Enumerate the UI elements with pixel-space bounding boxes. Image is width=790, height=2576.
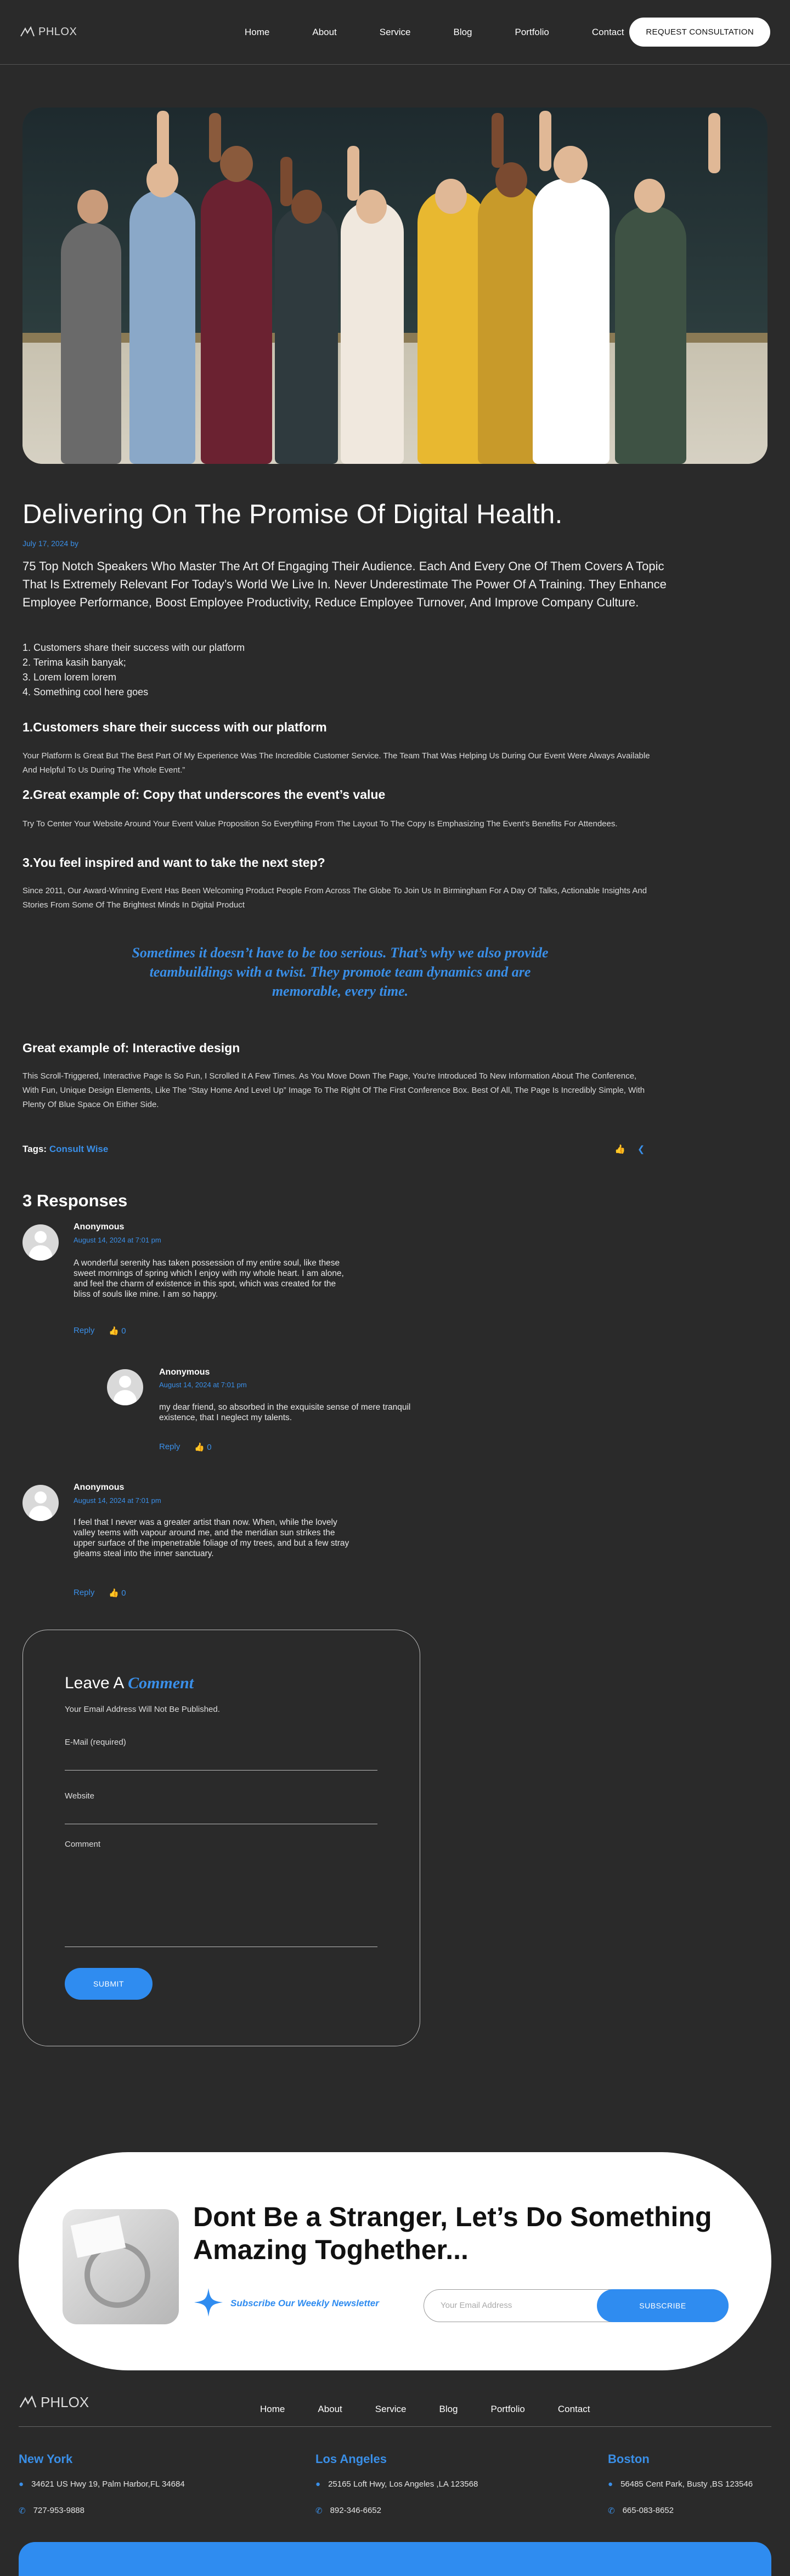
email-label: E-Mail (required)	[65, 1738, 126, 1747]
section-text: This Scroll-Triggered, Interactive Page Is So Fun, I Scrolled It A Few Times. As You Move Down The Page, You’re Introduced To New Information About The Conference, With Fun, Unique Design Elements, Like The “Stay Home And Level Up” Image To The Right Of The First Conference Box. Best Of All, The Page Is Incredibly Simple, With Plenty Of Blue Space On Either Side.	[22, 1071, 645, 1109]
nav-portfolio[interactable]: Portfolio	[515, 26, 549, 37]
comment-date[interactable]: August 14, 2024 at 7:01 pm	[74, 1236, 161, 1244]
footer-bar	[19, 2542, 771, 2576]
responses-heading: 3 Responses	[22, 1191, 128, 1210]
form-subtitle: Your Email Address Will Not Be Published.	[65, 1705, 220, 1714]
location-icon: ●	[608, 2479, 613, 2489]
comment-actions	[74, 1326, 126, 1336]
avatar	[107, 1369, 143, 1405]
footer-nav-home[interactable]: Home	[260, 2404, 285, 2414]
phone-icon: ✆	[315, 2506, 323, 2516]
form-title-text: Leave A	[65, 1674, 123, 1692]
office-city: New York	[19, 2452, 73, 2466]
nav-about[interactable]: About	[312, 26, 337, 37]
address-text: 25165 Loft Hwy, Los Angeles ,LA 123568	[328, 2479, 478, 2489]
share-icon[interactable]: ❮	[637, 1145, 645, 1154]
website-label: Website	[65, 1791, 94, 1801]
phone-icon: ✆	[608, 2506, 615, 2516]
like-count: 0	[121, 1326, 126, 1336]
submit-button[interactable]: SUBMIT	[65, 1968, 153, 2000]
phone-icon: ✆	[19, 2506, 26, 2516]
phone-text: 665-083-8652	[622, 2506, 674, 2515]
list-item: 4. Something cool here goes	[22, 686, 149, 697]
office-phone[interactable]	[19, 2506, 84, 2516]
article-by: by	[70, 539, 78, 548]
comment-like[interactable]	[194, 1442, 211, 1452]
like-count: 0	[121, 1588, 126, 1598]
avatar	[22, 1485, 59, 1521]
footer-logo[interactable]	[19, 2394, 89, 2411]
comment-label: Comment	[65, 1840, 101, 1849]
comment-author: Anonymous	[74, 1483, 125, 1492]
address-text: 56485 Cent Park, Busty ,BS 123546	[620, 2479, 753, 2489]
nav-blog[interactable]: Blog	[453, 26, 472, 37]
section-heading: Great example of: Interactive design	[22, 1041, 240, 1055]
office-address	[19, 2479, 185, 2489]
comment-actions	[74, 1588, 126, 1598]
article-date[interactable]: July 17, 2024	[22, 539, 69, 548]
like-icon: 👍	[194, 1443, 205, 1452]
comment-author: Anonymous	[159, 1368, 210, 1377]
logo-icon	[20, 26, 35, 38]
footer-nav-service[interactable]: Service	[375, 2404, 407, 2414]
reply-button[interactable]: Reply	[74, 1326, 95, 1335]
form-title	[65, 1674, 194, 1693]
comment-author: Anonymous	[74, 1222, 125, 1232]
subscribe-button[interactable]: SUBSCRIBE	[597, 2289, 729, 2322]
tag-link[interactable]: Consult Wise	[49, 1144, 109, 1154]
office-city: Los Angeles	[315, 2452, 387, 2466]
comment-like[interactable]	[109, 1588, 126, 1598]
phone-text: 727-953-9888	[33, 2506, 84, 2515]
article-title: Delivering On The Promise Of Digital Health.	[22, 500, 563, 529]
article-lead: 75 Top Notch Speakers Who Master The Art Of Engaging Their Audience. Each And Every One Of Them Covers A Topic That Is Extremely Relevant For Today’s World We Live In. Never Underestimate The Power Of A Training. They Enhance Employee Performance, Boost Employee Productivity, Reduce Employee Turnover, And Improve Company Culture.	[22, 559, 667, 609]
newsletter-title: Dont Be a Stranger, Let’s Do Something Amazing Toghether...	[193, 2201, 712, 2265]
list-item: 1. Customers share their success with our platform	[22, 642, 245, 653]
comment-date[interactable]: August 14, 2024 at 7:01 pm	[159, 1381, 247, 1389]
nav-service[interactable]: Service	[379, 26, 411, 37]
like-icon: 👍	[109, 1326, 120, 1336]
footer-nav-portfolio[interactable]: Portfolio	[490, 2404, 525, 2414]
footer-nav-blog[interactable]: Blog	[439, 2404, 458, 2414]
phone-text: 892-346-6652	[330, 2506, 381, 2515]
section-text: Since 2011, Our Award-Winning Event Has Been Welcoming Product People From Across The Globe To Join Us In Birmingham For A Day Of Talks, Actionable Insights And Stories From Some Of The Brightest Minds In Digital Product	[22, 886, 647, 910]
logo-text: PHLOX	[41, 2394, 89, 2410]
website-field[interactable]	[65, 1791, 377, 1824]
office-address	[608, 2479, 753, 2489]
newsletter-form	[424, 2289, 729, 2322]
office-phone[interactable]	[608, 2506, 674, 2516]
newsletter-image	[63, 2209, 179, 2324]
address-text: 34621 US Hwy 19, Palm Harbor,FL 34684	[31, 2479, 185, 2489]
comment-text: I feel that I never was a greater artist than now. When, while the lovely valley teems with vapour around me, and the meridian sun strikes the upper surface of the impenetrable foliage of my trees, and but a few stray gleams steal into the inner sanctuary.	[74, 1518, 349, 1558]
tags-row	[22, 1144, 670, 1155]
comment-like[interactable]	[109, 1326, 126, 1336]
pull-quote: Sometimes it doesn’t have to be too serious. That’s why we also provide teambuildings with a twist. They promote team dynamics and are memorable, every time.	[132, 945, 549, 999]
comment-form	[22, 1630, 420, 2046]
article-list	[22, 640, 670, 700]
footer-nav	[260, 2404, 590, 2415]
comment-actions	[159, 1442, 212, 1452]
email-field[interactable]	[65, 1738, 377, 1771]
comment-text: A wonderful serenity has taken possession of my entire soul, like these sweet mornings of spring which I enjoy with my whole heart. I am alone, and feel the charm of existence in this spot, which was created for the bliss of souls like mine. I am so happy.	[74, 1258, 344, 1299]
tags-label: Tags:	[22, 1144, 47, 1154]
newsletter-section	[19, 2152, 771, 2370]
comment-date[interactable]: August 14, 2024 at 7:01 pm	[74, 1496, 161, 1505]
comment-field[interactable]	[65, 1840, 377, 1947]
footer-nav-contact[interactable]: Contact	[557, 2404, 590, 2414]
office-phone[interactable]	[315, 2506, 381, 2516]
reply-button[interactable]: Reply	[74, 1588, 95, 1597]
post-actions	[614, 1144, 645, 1155]
section-text: Your Platform Is Great But The Best Part Of My Experience Was The Incredible Customer Service. The Team That Was Helping Us During Our Event Were Always Available And Helpful To Us During The Whole Event.”	[22, 751, 650, 775]
site-header	[0, 0, 790, 65]
nav-contact[interactable]: Contact	[591, 26, 624, 37]
location-icon: ●	[315, 2479, 321, 2489]
reply-button[interactable]: Reply	[159, 1442, 180, 1451]
section-heading: 1.Customers share their success with our platform	[22, 720, 327, 734]
nav-home[interactable]: Home	[245, 26, 270, 37]
section-heading: 2.Great example of: Copy that underscores the event’s value	[22, 787, 386, 802]
newsletter-email-input[interactable]: Your Email Address	[441, 2301, 512, 2310]
logo[interactable]	[20, 26, 228, 38]
main-nav	[245, 27, 624, 38]
location-icon: ●	[19, 2479, 24, 2489]
hero-image	[22, 107, 768, 464]
footer-nav-about[interactable]: About	[318, 2404, 342, 2414]
list-item: 3. Lorem lorem lorem	[22, 672, 117, 683]
office-city: Boston	[608, 2452, 650, 2466]
article-meta	[22, 539, 670, 548]
list-item: 2. Terima kasih banyak;	[22, 657, 126, 668]
footer-top	[19, 2390, 771, 2427]
logo-text: PHLOX	[38, 26, 77, 38]
office-address	[315, 2479, 478, 2489]
like-count: 0	[207, 1443, 212, 1452]
like-icon: 👍	[109, 1588, 120, 1598]
avatar	[22, 1224, 59, 1261]
request-consultation-button[interactable]: REQUEST CONSULTATION	[629, 18, 770, 47]
section-heading: 3.You feel inspired and want to take the next step?	[22, 855, 325, 870]
newsletter-subtitle: Subscribe Our Weekly Newsletter	[230, 2298, 379, 2308]
logo-icon	[19, 2396, 37, 2410]
like-icon[interactable]: 👍	[614, 1145, 625, 1154]
star-icon	[193, 2287, 224, 2318]
form-title-accent: Comment	[128, 1674, 194, 1692]
comment-text: my dear friend, so absorbed in the exquisite sense of mere tranquil existence, that I neglect my talents.	[159, 1403, 411, 1422]
section-text: Try To Center Your Website Around Your Event Value Proposition So Everything From The Layout To The Copy Is Emphasizing The Event’s Benefits For Attendees.	[22, 819, 618, 829]
